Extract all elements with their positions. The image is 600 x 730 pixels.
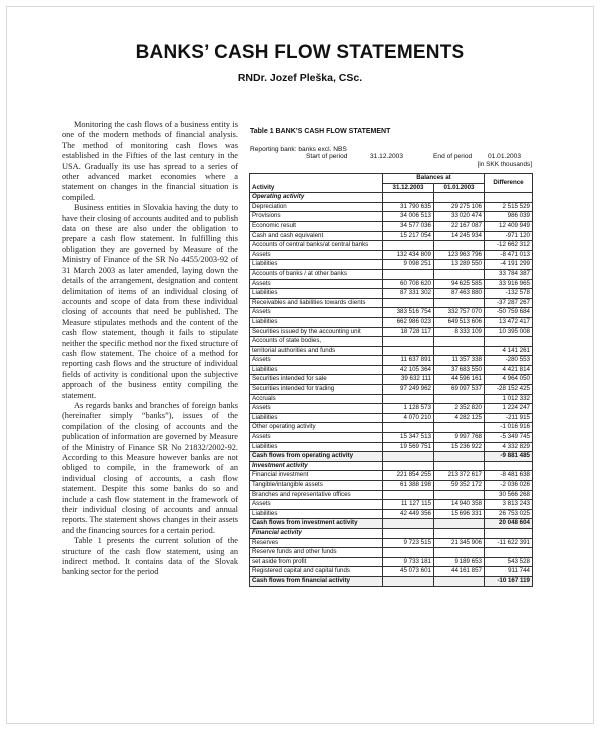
value-difference: 1 224 247 <box>485 404 533 414</box>
row-label: Liabilities <box>250 289 383 299</box>
row-label: Liabilities <box>250 317 383 327</box>
table-row <box>250 404 533 414</box>
value-2003-start: 11 357 338 <box>434 356 485 366</box>
value-2003-end: 97 249 962 <box>383 385 434 395</box>
value-difference: 543 528 <box>485 557 533 567</box>
section-row <box>250 193 533 203</box>
value-2003-start: 14 940 358 <box>434 500 485 510</box>
table-row <box>250 317 533 327</box>
value-2003-start <box>434 519 485 529</box>
value-2003-start <box>434 423 485 433</box>
row-label: Liabilities <box>250 260 383 270</box>
value-2003-end: 42 449 356 <box>383 509 434 519</box>
value-difference: -8 471 013 <box>485 250 533 260</box>
row-label: Securities intended for trading <box>250 385 383 395</box>
table-row <box>250 394 533 404</box>
header-col-2003-end: 31.12.2003 <box>383 183 434 193</box>
row-label: set aside from profit <box>250 557 383 567</box>
row-label: Reserves <box>250 538 383 548</box>
value-difference: 26 753 025 <box>485 509 533 519</box>
row-label: Accruals <box>250 394 383 404</box>
value-2003-end: 15 347 513 <box>383 433 434 443</box>
row-label: Assets <box>250 433 383 443</box>
value-2003-end: 11 637 891 <box>383 356 434 366</box>
value-2003-end: 31 790 635 <box>383 202 434 212</box>
value-2003-start: 8 333 109 <box>434 327 485 337</box>
value-difference: 3 813 243 <box>485 500 533 510</box>
table-row <box>250 481 533 491</box>
row-label: Accounts of state bodies, <box>250 337 383 347</box>
value-difference: 20 048 604 <box>485 519 533 529</box>
value-2003-start <box>434 461 485 471</box>
value-2003-start <box>434 528 485 538</box>
value-difference: 911 744 <box>485 567 533 577</box>
row-label: Depreciation <box>250 202 383 212</box>
section-row <box>250 461 533 471</box>
value-difference: -10 167 119 <box>485 576 533 586</box>
table-row <box>250 356 533 366</box>
header-col-2003-start: 01.01.2003 <box>434 183 485 193</box>
value-2003-start: 2 352 820 <box>434 404 485 414</box>
value-2003-end <box>383 423 434 433</box>
row-label: Liabilities <box>250 442 383 452</box>
row-label: Economic result <box>250 221 383 231</box>
value-2003-start <box>434 346 485 356</box>
row-label: Assets <box>250 356 383 366</box>
row-label: Branches and representative offices <box>250 490 383 500</box>
value-2003-start <box>434 490 485 500</box>
value-2003-start <box>434 452 485 462</box>
cash-flow-table <box>249 173 533 587</box>
value-difference: -28 152 425 <box>485 385 533 395</box>
value-2003-end: 61 388 198 <box>383 481 434 491</box>
table-row <box>250 365 533 375</box>
end-period-label: End of period <box>433 153 473 160</box>
row-label: Registered capital and capital funds <box>250 567 383 577</box>
value-2003-end: 19 569 751 <box>383 442 434 452</box>
end-period-value: 01.01.2003 <box>488 153 522 160</box>
value-difference: 4 332 829 <box>485 442 533 452</box>
row-label: Assets <box>250 404 383 414</box>
value-2003-end: 39 632 111 <box>383 375 434 385</box>
value-2003-start: 44 161 857 <box>434 567 485 577</box>
table-caption: Table 1 BANK’S CASH FLOW STATEMENT <box>250 128 391 135</box>
table-row <box>250 509 533 519</box>
table-row <box>250 471 533 481</box>
author-line: RNDr. Jozef Pleška, CSc. <box>237 72 363 84</box>
value-difference: 13 472 417 <box>485 317 533 327</box>
value-2003-end: 132 434 809 <box>383 250 434 260</box>
row-label: Liabilities <box>250 413 383 423</box>
value-2003-end <box>383 298 434 308</box>
value-2003-end: 34 577 036 <box>383 221 434 231</box>
header-activity: Activity <box>250 174 383 193</box>
units-note: [in SKK thousands] <box>477 161 532 168</box>
table-row <box>250 557 533 567</box>
paragraph-1: Monitoring the cash flows of a business entity is one of the modern methods of financial analysis. The method of monitoring cash flows was established in the Fifties of the last century in the USA. Gradually its use has spread to a series of other advanced market economies where a statement on changes in the financial situation is compiled. <box>62 120 238 202</box>
value-2003-start <box>434 337 485 347</box>
row-label: Securities intended for sale <box>250 375 383 385</box>
table-body <box>250 193 533 586</box>
value-2003-end <box>383 528 434 538</box>
table-row <box>250 500 533 510</box>
value-2003-start <box>434 269 485 279</box>
value-difference: -12 662 312 <box>485 241 533 251</box>
value-2003-end: 60 708 620 <box>383 279 434 289</box>
value-2003-end: 662 986 023 <box>383 317 434 327</box>
value-2003-end: 9 733 181 <box>383 557 434 567</box>
table-row <box>250 260 533 270</box>
table-row <box>250 490 533 500</box>
paragraph-2: Business entities in Slovakia having the duty to have their closing of accounts audited and to publish data on these are also under the obligation to prepare a cash flow statement. In fulfilling this obligation they are governed by Measure of the Ministry of Finance of the SR No 4455/2003-92 of 31 March 2003 as later amended, laying down the details of the arrangement, designation and content delimitation of items of an individual closing of accounts and scope of data from these individual closing of accounts that need be published. The Measure stipulates methods and the content of the cash flow statement, though it fails to stipulate neither the specific method nor the fixed structure of cash flow statement. The choice of a method for reporting cash flows and the structure of individual fields of activity is conditional upon the subjective approach of the business entity compiling the statement. <box>62 203 238 400</box>
table-row <box>250 413 533 423</box>
table-row <box>250 212 533 222</box>
table-row <box>250 202 533 212</box>
value-difference: 33 784 387 <box>485 269 533 279</box>
table-row <box>250 308 533 318</box>
value-2003-end: 18 728 117 <box>383 327 434 337</box>
value-difference: -971 120 <box>485 231 533 241</box>
value-2003-start: 21 345 906 <box>434 538 485 548</box>
table-row <box>250 423 533 433</box>
value-2003-start: 59 352 172 <box>434 481 485 491</box>
value-2003-end <box>383 394 434 404</box>
table-row <box>250 250 533 260</box>
value-difference: -9 881 485 <box>485 452 533 462</box>
row-label: Receivables and liabilities towards clients <box>250 298 383 308</box>
value-2003-start: 69 097 537 <box>434 385 485 395</box>
value-difference: 4 421 814 <box>485 365 533 375</box>
value-difference: 4 964 050 <box>485 375 533 385</box>
paragraph-3: As regards banks and branches of foreign banks (hereinafter simply “banks”), issues of the compilation of the closing of accounts and the publication of information are governed by Measure of the Ministry of Finance SR No 21832/2002-92. According to this Measure however banks are not obliged to compile, in the framework of an individual closing of accounts, a cash flow statement. Despite this some banks do so and include a cash flow statement in the framework of their individual closing of accounts and annual reports. The statement shows changes in their assets and the financing sources for a certain period. <box>62 400 238 535</box>
value-difference <box>485 528 533 538</box>
table-row <box>250 385 533 395</box>
value-2003-end: 15 217 054 <box>383 231 434 241</box>
row-label: Other operating activity <box>250 423 383 433</box>
value-difference: -50 759 684 <box>485 308 533 318</box>
value-2003-end: 45 073 601 <box>383 567 434 577</box>
value-2003-end <box>383 241 434 251</box>
value-difference: 10 395 008 <box>485 327 533 337</box>
value-difference: -2 036 026 <box>485 481 533 491</box>
value-2003-end <box>383 269 434 279</box>
value-2003-end: 4 070 210 <box>383 413 434 423</box>
document-title: BANKS’ CASH FLOW STATEMENTS <box>135 42 465 63</box>
value-2003-end: 34 006 513 <box>383 212 434 222</box>
value-2003-start: 14 245 934 <box>434 231 485 241</box>
value-difference: 30 566 268 <box>485 490 533 500</box>
value-difference: 986 039 <box>485 212 533 222</box>
value-2003-start: 15 696 331 <box>434 509 485 519</box>
table-row <box>250 567 533 577</box>
row-label: Cash and cash equivalent <box>250 231 383 241</box>
value-2003-end <box>383 461 434 471</box>
value-2003-end: 87 331 302 <box>383 289 434 299</box>
row-label: Investment activity <box>250 461 383 471</box>
value-2003-end <box>383 490 434 500</box>
value-difference <box>485 193 533 203</box>
row-label: Financial activity <box>250 528 383 538</box>
table-row <box>250 221 533 231</box>
value-difference <box>485 337 533 347</box>
value-2003-start <box>434 241 485 251</box>
row-label: Assets <box>250 308 383 318</box>
value-2003-start: 22 167 087 <box>434 221 485 231</box>
table-row <box>250 269 533 279</box>
table-row <box>250 433 533 443</box>
value-2003-start <box>434 298 485 308</box>
row-label: Provisions <box>250 212 383 222</box>
table-row <box>250 375 533 385</box>
value-2003-start: 649 513 606 <box>434 317 485 327</box>
row-label: Cash flows from operating activity <box>250 452 383 462</box>
value-2003-start: 29 275 106 <box>434 202 485 212</box>
value-2003-start: 9 997 768 <box>434 433 485 443</box>
value-2003-start <box>434 394 485 404</box>
value-difference: 12 409 949 <box>485 221 533 231</box>
value-difference: -5 349 745 <box>485 433 533 443</box>
value-2003-start: 4 282 125 <box>434 413 485 423</box>
value-2003-start: 123 963 796 <box>434 250 485 260</box>
table-row <box>250 289 533 299</box>
reporting-bank: Reporting bank: banks excl. NBS <box>250 146 347 153</box>
paragraph-4: Table 1 presents the current solution of the structure of the cash flow statement, using an indirect method. It contains data of the Slovak banking sector for the period <box>62 536 238 577</box>
value-2003-end: 1 128 573 <box>383 404 434 414</box>
header-balances: Balances at <box>383 174 485 184</box>
row-label: Cash flows from investment activity <box>250 519 383 529</box>
value-2003-start: 44 596 161 <box>434 375 485 385</box>
value-2003-start: 37 683 550 <box>434 365 485 375</box>
value-difference: -211 915 <box>485 413 533 423</box>
value-2003-end: 383 516 754 <box>383 308 434 318</box>
value-2003-end <box>383 193 434 203</box>
section-row <box>250 528 533 538</box>
row-label: Operating activity <box>250 193 383 203</box>
table-row <box>250 442 533 452</box>
row-label: Accounts of banks / at other banks <box>250 269 383 279</box>
table-row <box>250 346 533 356</box>
row-label: Assets <box>250 500 383 510</box>
value-2003-end <box>383 576 434 586</box>
value-difference: -280 553 <box>485 356 533 366</box>
table-row <box>250 538 533 548</box>
table-row <box>250 327 533 337</box>
table-row <box>250 241 533 251</box>
row-label: Accounts of central banks/at central banks <box>250 241 383 251</box>
value-2003-start: 213 372 617 <box>434 471 485 481</box>
value-2003-start: 15 236 922 <box>434 442 485 452</box>
row-label: Liabilities <box>250 509 383 519</box>
value-2003-start <box>434 193 485 203</box>
row-label: Cash flows from financial activity <box>250 576 383 586</box>
value-2003-end: 9 098 251 <box>383 260 434 270</box>
row-label: territorial authorities and funds <box>250 346 383 356</box>
value-2003-start: 94 625 585 <box>434 279 485 289</box>
table-row <box>250 337 533 347</box>
value-2003-end: 9 723 515 <box>383 538 434 548</box>
value-2003-end <box>383 346 434 356</box>
value-2003-end <box>383 337 434 347</box>
total-row <box>250 519 533 529</box>
value-difference: 33 916 965 <box>485 279 533 289</box>
value-difference: -8 481 638 <box>485 471 533 481</box>
value-2003-end: 11 127 115 <box>383 500 434 510</box>
row-label: Securities issued by the accounting unit <box>250 327 383 337</box>
row-label: Reserve funds and other funds <box>250 548 383 558</box>
article-body <box>62 120 238 578</box>
value-difference: -37 287 267 <box>485 298 533 308</box>
value-2003-start: 33 020 474 <box>434 212 485 222</box>
value-2003-end: 221 854 255 <box>383 471 434 481</box>
value-difference: 2 515 529 <box>485 202 533 212</box>
value-difference: -132 578 <box>485 289 533 299</box>
value-2003-end: 42 105 364 <box>383 365 434 375</box>
value-difference: -11 622 391 <box>485 538 533 548</box>
value-2003-start <box>434 576 485 586</box>
value-difference: 4 141 261 <box>485 346 533 356</box>
value-2003-end <box>383 548 434 558</box>
start-period-label: Start of period <box>306 153 348 160</box>
row-label: Tangible/intangible assets <box>250 481 383 491</box>
value-2003-start: 13 289 550 <box>434 260 485 270</box>
row-label: Liabilities <box>250 365 383 375</box>
total-row <box>250 452 533 462</box>
value-difference <box>485 461 533 471</box>
value-2003-end <box>383 519 434 529</box>
start-period-value: 31.12.2003 <box>370 153 404 160</box>
value-difference: 1 012 332 <box>485 394 533 404</box>
value-2003-start: 9 189 653 <box>434 557 485 567</box>
total-row <box>250 576 533 586</box>
row-label: Assets <box>250 279 383 289</box>
row-label: Financial investment <box>250 471 383 481</box>
table-row <box>250 548 533 558</box>
value-2003-start <box>434 548 485 558</box>
value-difference: -4 191 299 <box>485 260 533 270</box>
value-difference: -1 016 916 <box>485 423 533 433</box>
table-row <box>250 279 533 289</box>
table-row <box>250 298 533 308</box>
value-2003-start: 87 463 880 <box>434 289 485 299</box>
row-label: Assets <box>250 250 383 260</box>
value-difference <box>485 548 533 558</box>
value-2003-start: 332 757 070 <box>434 308 485 318</box>
table-row <box>250 231 533 241</box>
value-2003-end <box>383 452 434 462</box>
header-difference: Difference <box>485 174 533 193</box>
